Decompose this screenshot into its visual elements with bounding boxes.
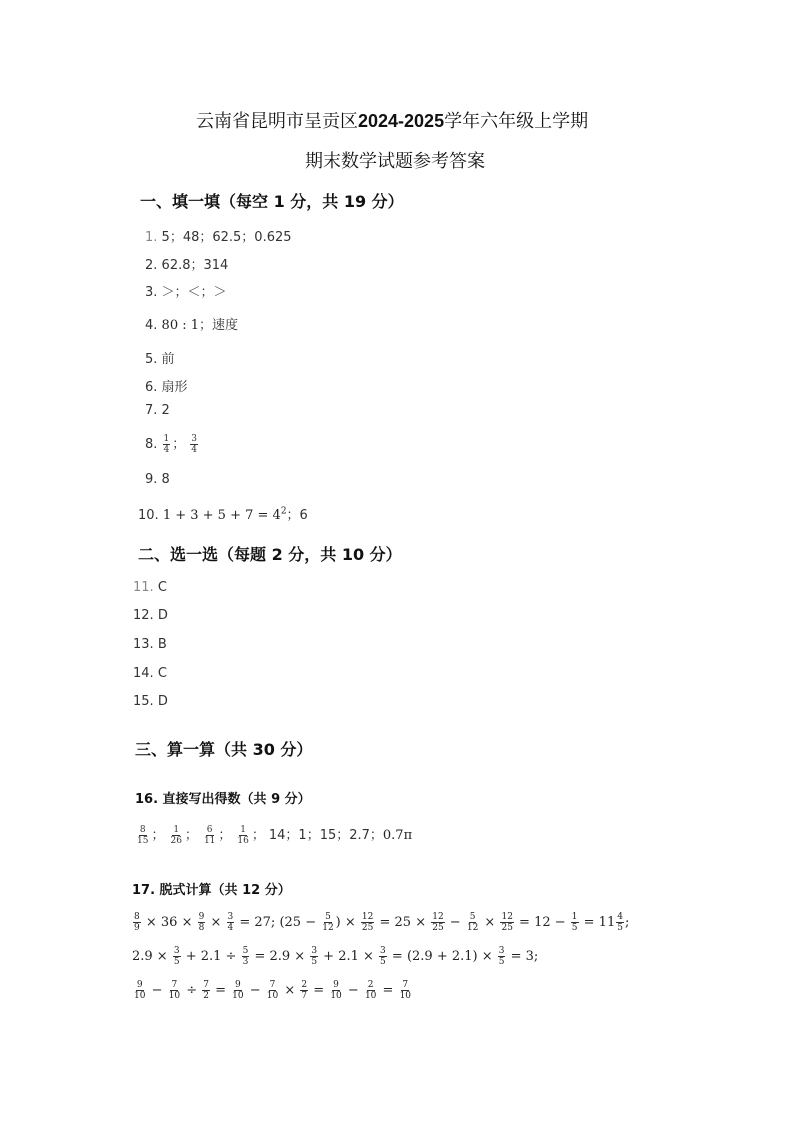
item-number: 4.: [145, 318, 158, 333]
item-number: 8.: [145, 437, 158, 452]
q16-last: 0.7π: [382, 828, 413, 843]
title-suffix: 学年六年级上学期: [444, 111, 589, 132]
item-number: 11.: [133, 580, 154, 595]
fraction: $\frac{3}{4}$: [191, 434, 198, 455]
item-answer: 2: [161, 403, 170, 418]
item-answer: ；6: [286, 508, 308, 523]
item-number: 15.: [133, 694, 154, 709]
answer-item-8: 8. $\frac{1}{4}$ ； $\frac{3}{4}$: [145, 434, 198, 455]
item-number: 3.: [145, 285, 158, 300]
fraction: $\frac{1}{4}$: [163, 434, 170, 455]
item-answer: 5；48；62.5；0.625: [161, 230, 292, 245]
item-answer: 8: [161, 472, 170, 487]
title-years: 2024-2025: [358, 111, 445, 131]
section-heading-calc: 三、算一算（共 30 分）: [135, 740, 313, 759]
fraction: $\frac{1}{26}$: [170, 825, 182, 846]
q17-line-1: $\frac{8}{9}$ × 36 × $\frac{9}{8}$ × $\frac{3}{4}$ = 27; (25 − $\frac{5}{12}$ ) × $\frac{12}{25}$ = 25 × $\frac{12}{25}$ − $\frac{5}{12}$ × $\frac{12}{25}$ = 12 − $\frac{1}{5}$ = 11 $\frac{4}{5}$ ;: [134, 912, 630, 933]
q16-answers: $\frac{8}{15}$ ； $\frac{1}{26}$ ； $\frac{6}{11}$ ； $\frac{1}{16}$ ； 14；1；15；2.7；0.7π: [137, 825, 413, 846]
item-answer: B: [157, 637, 167, 652]
section-heading-choice: 二、选一选（每题 2 分，共 10 分）: [138, 545, 402, 564]
item-number: 13.: [133, 637, 154, 652]
choice-item-14: [133, 666, 167, 681]
ratio-math: 80 : 1: [161, 318, 200, 333]
choice-item-13: [133, 637, 167, 652]
document-title-line2: 期末数学试题参考答案: [305, 151, 485, 172]
item-number: 14.: [133, 666, 154, 681]
q17-line-2: 2.9 × $\frac{3}{5}$ + 2.1 ÷ $\frac{5}{3}$ = 2.9 × $\frac{3}{5}$ + 2.1 × $\frac{3}{5}$ = (2.9 + 2.1) × $\frac{3}{5}$ = 3;: [132, 946, 539, 967]
item-number: 6.: [145, 380, 158, 395]
item-number: 9.: [145, 472, 158, 487]
answer-item-10: [138, 504, 308, 523]
answer-item-7: [145, 403, 170, 418]
item-number: 2.: [145, 258, 158, 273]
answer-item-2: [145, 254, 228, 273]
item-answer: 62.8；314: [161, 258, 229, 273]
document-title-line1: [196, 107, 588, 133]
choice-item-12: [133, 608, 168, 623]
item-answer: ；速度: [199, 318, 239, 333]
answer-item-9: [145, 472, 170, 487]
item-answer: 前: [161, 352, 175, 367]
item-answer: C: [157, 580, 167, 595]
answer-item-1: [145, 226, 292, 245]
section-heading-fill: 一、填一填（每空 1 分，共 19 分）: [140, 192, 404, 211]
item-number: 10.: [138, 508, 159, 523]
subheading-q16: 16. 直接写出得数（共 9 分）: [135, 792, 311, 807]
item-number: 5.: [145, 352, 158, 367]
q16-rest: 14；1；15；2.7；: [268, 828, 383, 843]
choice-item-11: [133, 580, 167, 595]
item-answer: ＞；＜；＞: [161, 285, 227, 300]
fraction: $\frac{1}{16}$: [237, 825, 249, 846]
fraction: $\frac{6}{11}$: [203, 825, 216, 846]
subheading-q17: 17. 脱式计算（共 12 分）: [132, 883, 291, 898]
title-prefix: 云南省昆明市呈贡区: [196, 111, 358, 132]
equation-math: $1 + 3 + 5 + 7 = 4^2$: [162, 506, 287, 523]
item-number: 7.: [145, 403, 158, 418]
item-number: 12.: [133, 608, 154, 623]
choice-item-15: [133, 694, 168, 709]
answer-item-5: [145, 348, 175, 367]
answer-item-6: [145, 376, 188, 395]
fraction: $\frac{8}{15}$: [137, 825, 149, 846]
item-number: 1.: [145, 230, 158, 245]
item-answer: 扇形: [161, 380, 188, 395]
answer-item-3: [145, 281, 227, 300]
item-answer: C: [157, 666, 167, 681]
item-answer: D: [157, 608, 168, 623]
item-answer: D: [157, 694, 168, 709]
q17-line-3: $\frac{9}{10}$ − $\frac{7}{10}$ ÷ $\frac{7}{2}$ = $\frac{9}{10}$ − $\frac{7}{10}$ × $\frac{2}{7}$ = $\frac{9}{10}$ − $\frac{2}{10}$ = $\frac{7}{10}$: [134, 980, 412, 1001]
answer-item-4: [145, 314, 238, 333]
